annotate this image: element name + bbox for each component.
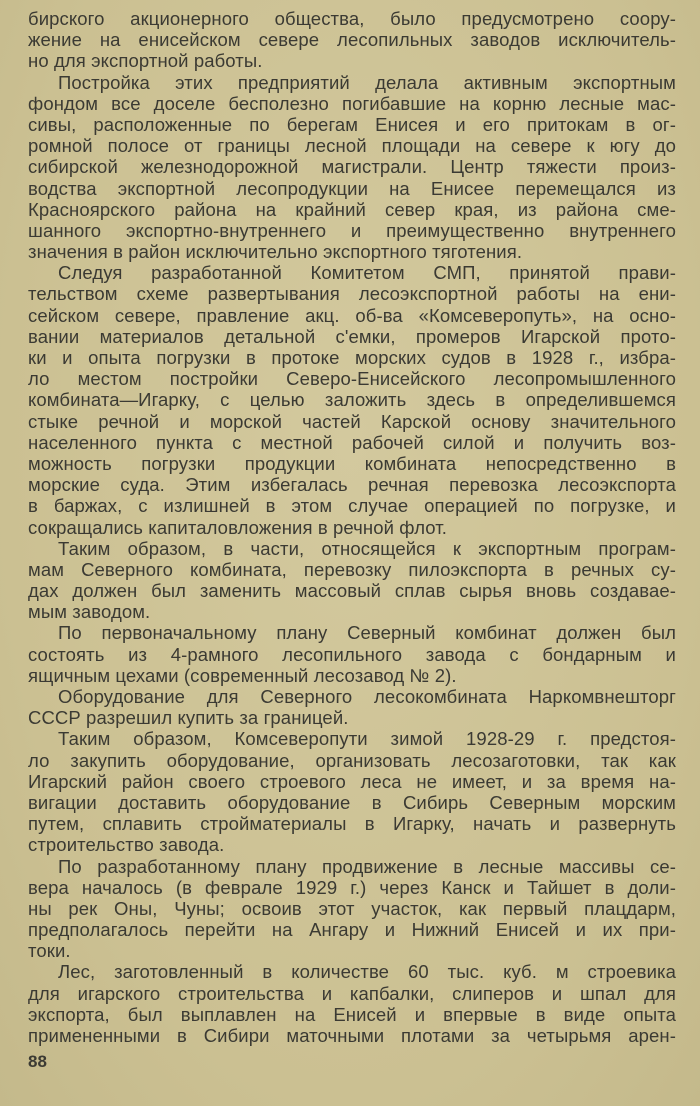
text-line: ло закупить оборудование, организовать лесозаготовки, так как [28,749,676,771]
text-line: ны рек Оны, Чуны; освоив этот участок, как первый плацдарм, [28,897,676,919]
text-line: ящичным цехами (современный лесозавод № 2). [28,664,457,686]
text-line: ромной полосе от границы лесной площади на севере к югу до [28,135,676,157]
paragraph [28,686,676,728]
text-line: СССР разрешил купить за границей. [28,707,349,729]
text-line: жение на енисейском севере лесопильных заводов исключитель- [28,29,676,51]
text-line: для игарского строительства и капбалки, слиперов и шпал для [28,982,676,1004]
text-line: мым заводом. [28,601,151,623]
text-line: вера началось (в феврале 1929 г.) через Канск и Тайшет в доли- [28,876,676,898]
text-line: можность погрузки продукции комбината непосредственно в [28,452,676,474]
text-line: но для экспортной работы. [28,50,263,72]
paragraph [28,728,676,855]
text-line: морские суда. Этим избегалась речная перевозка лесоэкспорта [28,474,676,496]
body-text [28,8,676,1046]
text-line: стыке речной и морской частей Карской основу значительного [28,410,676,432]
text-line: шанного экспортно-внутреннего и преимущественно внутреннего [28,219,676,241]
text-line: строительство завода. [28,834,225,856]
text-line: сейском севере, правление акц. об-ва «Комсеверопуть», на осно- [28,304,676,326]
text-line: сивы, расположенные по берегам Енисея и его притокам в ог- [28,113,676,135]
text-line: значения в район исключительно экспортного тяготения. [28,241,523,263]
text-line: экспорта, был выплавлен на Енисей и впервые в виде опыта [28,1003,676,1025]
text-line: Таким образом, в части, относящейся к экспортным програм- [58,537,676,559]
text-line: По первоначальному плану Северный комбинат должен был [58,622,676,644]
text-line: тельством схеме развертывания лесоэкспортной работы на ени- [28,283,676,305]
text-line: фондом все доселе бесполезно погибавшие на корню лесные мас- [28,92,676,114]
paragraph [28,262,676,537]
paragraph [28,538,676,623]
paragraph [28,856,676,962]
text-line: водства экспортной лесопродукции на Енисее перемещался из [28,177,676,199]
text-line: ки и опыта погрузки в протоке морских судов в 1928 г., избра- [28,347,676,368]
text-line: Красноярского района на крайний север края, из района сме- [28,198,676,220]
text-line: Постройка этих предприятий делала активным экспортным [58,71,676,93]
text-line: Оборудование для Северного лесокомбината Наркомвнешторг [58,686,676,707]
paragraph [28,8,676,72]
text-line: предполагалось перейти на Ангару и Нижний Енисей и их при- [28,919,676,941]
text-line: Игарский район своего строевого леса не имеет, и за время на- [28,770,676,792]
text-line: примененными в Сибири маточными плотами за четырьмя арен- [28,1025,676,1046]
text-line: Таким образом, Комсеверопути зимой 1928-29 г. предстоя- [58,728,676,750]
text-line: комбината—Игарку, с целью заложить здесь в определившемся [28,389,676,411]
text-line: населенного пункта с местной рабочей силой и получить воз- [28,431,676,453]
text-line: сибирской железнодорожной магистрали. Центр тяжести произ- [28,156,676,178]
text-line: путем, сплавить стройматериалы в Игарку, начать и развернуть [28,813,676,835]
paragraph [28,622,676,686]
text-line: токи. [28,940,71,962]
text-line: бирского акционерного общества, было предусмотрено соору- [28,8,676,29]
page-number: 88 [28,1052,47,1071]
text-line: сокращались капиталовложения в речной флот. [28,516,448,538]
paragraph [28,72,676,263]
text-line: состоять из 4-рамного лесопильного завода с бондарным и [28,643,676,665]
paragraph [28,961,676,1046]
text-line: По разработанному плану продвижение в лесные массивы се- [58,855,676,877]
text-line: дах должен был заменить массовый сплав сырья вновь создавае- [28,580,676,602]
text-line: мам Северного комбината, перевозку пилоэкспорта в речных су- [28,558,676,580]
text-line: Следуя разработанной Комитетом СМП, принятой прави- [58,262,676,284]
text-line: ло местом постройки Северо-Енисейского лесопромышленного [28,368,676,390]
text-line: вигации доставить оборудование в Сибирь Северным морским [28,791,676,813]
text-line: вании материалов детальной с'емки, промеров Игарской прото- [28,325,676,347]
text-line: в баржах, с излишней в этом случае операцией по погрузке, и [28,495,676,517]
text-line: Лес, заготовленный в количестве 60 тыс. куб. м строевика [58,961,676,983]
